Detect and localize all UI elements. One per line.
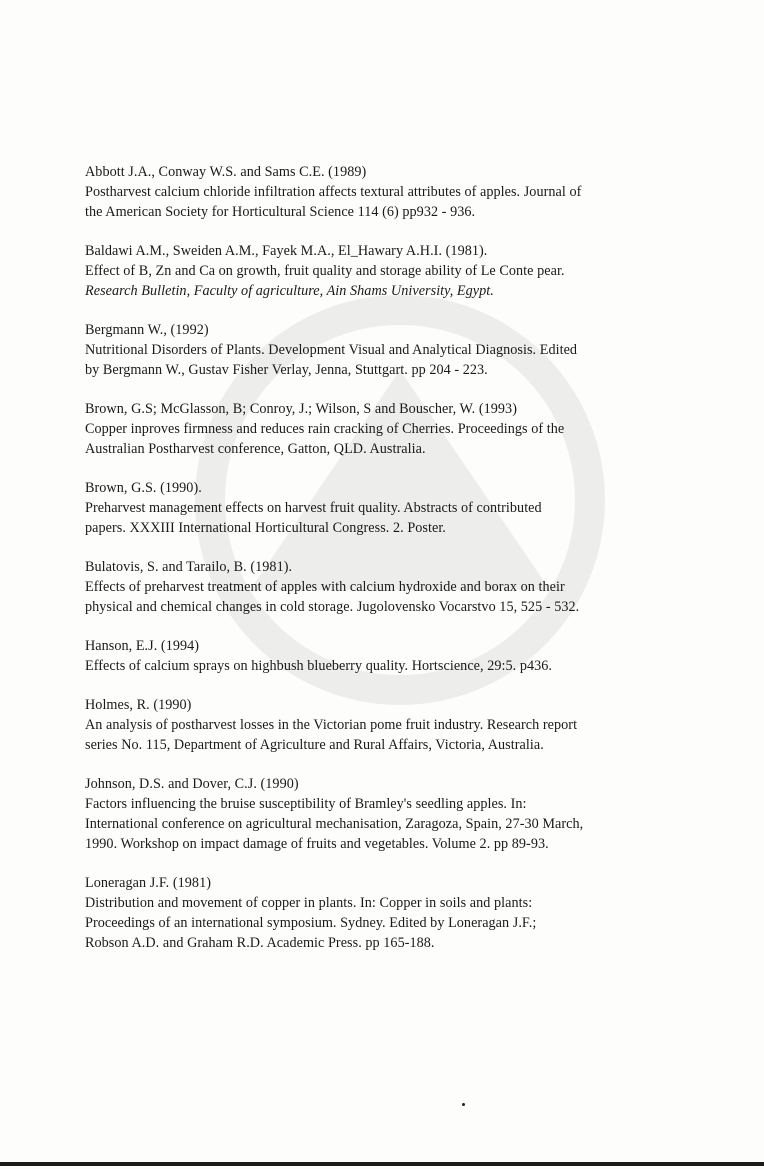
reference-text-line: Effects of preharvest treatment of apples with calcium hydroxide and borax on their	[85, 579, 565, 595]
reference-entry	[85, 873, 695, 953]
reference-text-line: the American Society for Horticultural Science 114 (6) pp932 - 936.	[85, 204, 476, 220]
reference-text-line: Proceedings of an international symposium. Sydney. Edited by Loneragan J.F.;	[85, 915, 537, 931]
reference-entry	[85, 557, 695, 617]
reference-citation: Loneragan J.F. (1981)	[85, 875, 211, 891]
reference-text-line: by Bergmann W., Gustav Fisher Verlay, Jenna, Stuttgart. pp 204 - 223.	[85, 362, 488, 378]
reference-text-line: An analysis of postharvest losses in the Victorian pome fruit industry. Research report	[85, 717, 578, 733]
reference-text-line: Effect of B, Zn and Ca on growth, fruit quality and storage ability of Le Conte pear.	[85, 263, 565, 279]
page-bottom-edge	[0, 1162, 764, 1166]
reference-entry	[85, 695, 695, 755]
reference-text-line: Preharvest management effects on harvest fruit quality. Abstracts of contributed	[85, 500, 542, 516]
reference-text-line: physical and chemical changes in cold storage. Jugolovensko Vocarstvo 15, 525 - 532.	[85, 599, 580, 615]
reference-citation: Johnson, D.S. and Dover, C.J. (1990)	[85, 776, 299, 792]
reference-entry	[85, 636, 695, 676]
reference-text-line: Distribution and movement of copper in plants. In: Copper in soils and plants:	[85, 895, 533, 911]
reference-citation: Brown, G.S. (1990).	[85, 480, 202, 496]
reference-citation: Baldawi A.M., Sweiden A.M., Fayek M.A., El_Hawary A.H.I. (1981).	[85, 243, 488, 259]
reference-entry	[85, 774, 695, 854]
reference-text-line: papers. XXXIII International Horticultural Congress. 2. Poster.	[85, 520, 446, 536]
reference-citation: Hanson, E.J. (1994)	[85, 638, 200, 654]
reference-entry	[85, 399, 695, 459]
reference-entry	[85, 162, 695, 222]
reference-citation: Holmes, R. (1990)	[85, 697, 192, 713]
reference-text-line: Australian Postharvest conference, Gatton, QLD. Australia.	[85, 441, 426, 457]
scan-speck	[462, 1103, 465, 1106]
reference-text-line: series No. 115, Department of Agriculture and Rural Affairs, Victoria, Australia.	[85, 737, 544, 753]
reference-text-line: Postharvest calcium chloride infiltration affects textural attributes of apples. Journal of	[85, 184, 582, 200]
reference-entry	[85, 241, 695, 301]
reference-text-line: 1990. Workshop on impact damage of fruits and vegetables. Volume 2. pp 89-93.	[85, 836, 549, 852]
reference-citation: Brown, G.S; McGlasson, B; Conroy, J.; Wilson, S and Bouscher, W. (1993)	[85, 401, 517, 417]
reference-text-line: Factors influencing the bruise susceptibility of Bramley's seedling apples. In:	[85, 796, 527, 812]
reference-citation: Bergmann W., (1992)	[85, 322, 209, 338]
reference-entry	[85, 320, 695, 380]
reference-text-line: Nutritional Disorders of Plants. Development Visual and Analytical Diagnosis. Edited	[85, 342, 578, 358]
reference-text-line: Effects of calcium sprays on highbush blueberry quality. Hortscience, 29:5. p436.	[85, 658, 552, 674]
reference-entry	[85, 478, 695, 538]
reference-list	[85, 162, 695, 972]
reference-text-line: Copper inproves firmness and reduces rain cracking of Cherries. Proceedings of the	[85, 421, 565, 437]
reference-text-line: International conference on agricultural mechanisation, Zaragoza, Spain, 27-30 March,	[85, 816, 584, 832]
reference-text-line: Robson A.D. and Graham R.D. Academic Press. pp 165-188.	[85, 935, 435, 951]
reference-citation: Abbott J.A., Conway W.S. and Sams C.E. (1989)	[85, 164, 367, 180]
reference-text-line: Research Bulletin, Faculty of agriculture, Ain Shams University, Egypt.	[85, 283, 494, 299]
reference-citation: Bulatovis, S. and Tarailo, B. (1981).	[85, 559, 293, 575]
